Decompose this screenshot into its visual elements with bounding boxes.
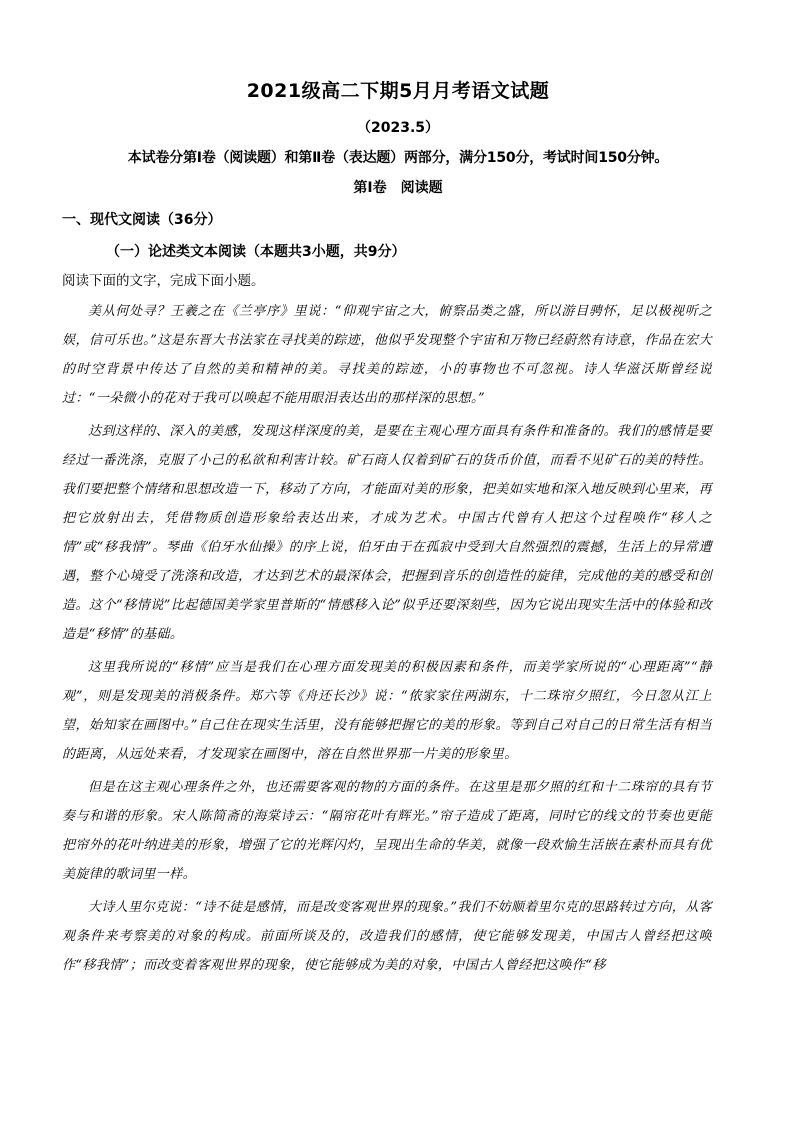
passage-paragraph-5: 大诗人里尔克说：“诗不徒是感情，而是改变客观世界的现象。”我们不妨顺着里尔克的思路转过方向，从客观条件来考察美的对象的构成。前面所谈及的，改造我们的感情，使它能够发现美，中国古人曾经把这唤作“移我情”；而改变着客观世界的现象，使它能够成为美的对象，中国古人曾经把这唤作“移 <box>62 900 712 973</box>
page-title: 2021级高二下期5月月考语文试题 <box>246 80 550 102</box>
section-heading: 一、现代文阅读（36分） <box>62 212 222 228</box>
exam-date: （2023.5） <box>356 120 440 136</box>
passage-paragraph-4: 但是在这主观心理条件之外，也还需要客观的物的方面的条件。在这里是那夕照的红和十二珠帘的具有节奏与和谐的形象。宋人陈简斋的海棠诗云：“隔帘花叶有辉光。”帘子造成了距离，同时它的线文的节奏也更能把帘外的花叶纳进美的形象，增强了它的光辉闪灼，呈现出生命的华美，就像一段欢愉生活嵌在素朴而具有优美旋律的歌词里一样。 <box>62 780 712 882</box>
passage-paragraph-3: 这里我所说的“移情”应当是我们在心理方面发现美的积极因素和条件，而美学家所说的“心理距离”“静观”，则是发现美的消极条件。郑六等《舟还长沙》说：“侬家家住两湖东，十二珠帘夕照红，今日忽从江上望，始知家在画图中。”自己住在现实生活里，没有能够把握它的美的形象。等到自己对自己的日常生活有相当的距离，从远处来看，才发现家在画图中，溶在自然世界那一片美的形象里。 <box>62 660 712 762</box>
exam-instructions: 本试卷分第Ⅰ卷（阅读题）和第Ⅱ卷（表达题）两部分，满分150分，考试时间150分钟。 <box>127 150 669 166</box>
reading-directive: 阅读下面的文字，完成下面小题。 <box>62 273 265 289</box>
volume-heading: 第Ⅰ卷 阅读题 <box>353 180 443 196</box>
passage-paragraph-1: 美从何处寻？王羲之在《兰亭序》里说：“仰观宇宙之大，俯察品类之盛，所以游目骋怀，足以极视听之娱，信可乐也。”这是东晋大书法家在寻找美的踪迹，他似乎发现整个宇宙和万物已经蔚然有诗意，作品在宏大的时空背景中传达了自然的美和精神的美。寻找美的踪迹，小的事物也不可忽视。诗人华滋沃斯曾经说过：“一朵微小的花对于我可以唤起不能用眼泪表达出的那样深的思想。” <box>62 304 712 406</box>
passage-paragraph-2: 达到这样的、深入的美感，发现这样深度的美，是要在主观心理方面具有条件和准备的。我们的感情是要经过一番洗涤，克服了小己的私欲和利害计较。矿石商人仅着到矿石的货币价值，而看不见矿石的美的特性。我们要把整个情绪和思想改造一下，移动了方向，才能面对美的形象，把美如实地和深入地反映到心里来，再把它放射出去，凭借物质创造形象给表达出来，才成为艺术。中国古代曾有人把这个过程唤作“移人之情”或“移我情”。琴曲《伯牙水仙操》的序上说，伯牙由于在孤寂中受到大自然强烈的震撼，生活上的异常遭遇，整个心境受了洗涤和改造，才达到艺术的最深体会，把握到音乐的创造性的旋律，完成他的美的感受和创造。这个“移情说”比起德国美学家里普斯的“情感移入论”似乎还要深刻些，因为它说出现实生活中的体验和改造是“移情”的基础。 <box>62 424 712 642</box>
subsection-heading: （一）论述类文本阅读（本题共3小题，共9分） <box>106 244 406 260</box>
